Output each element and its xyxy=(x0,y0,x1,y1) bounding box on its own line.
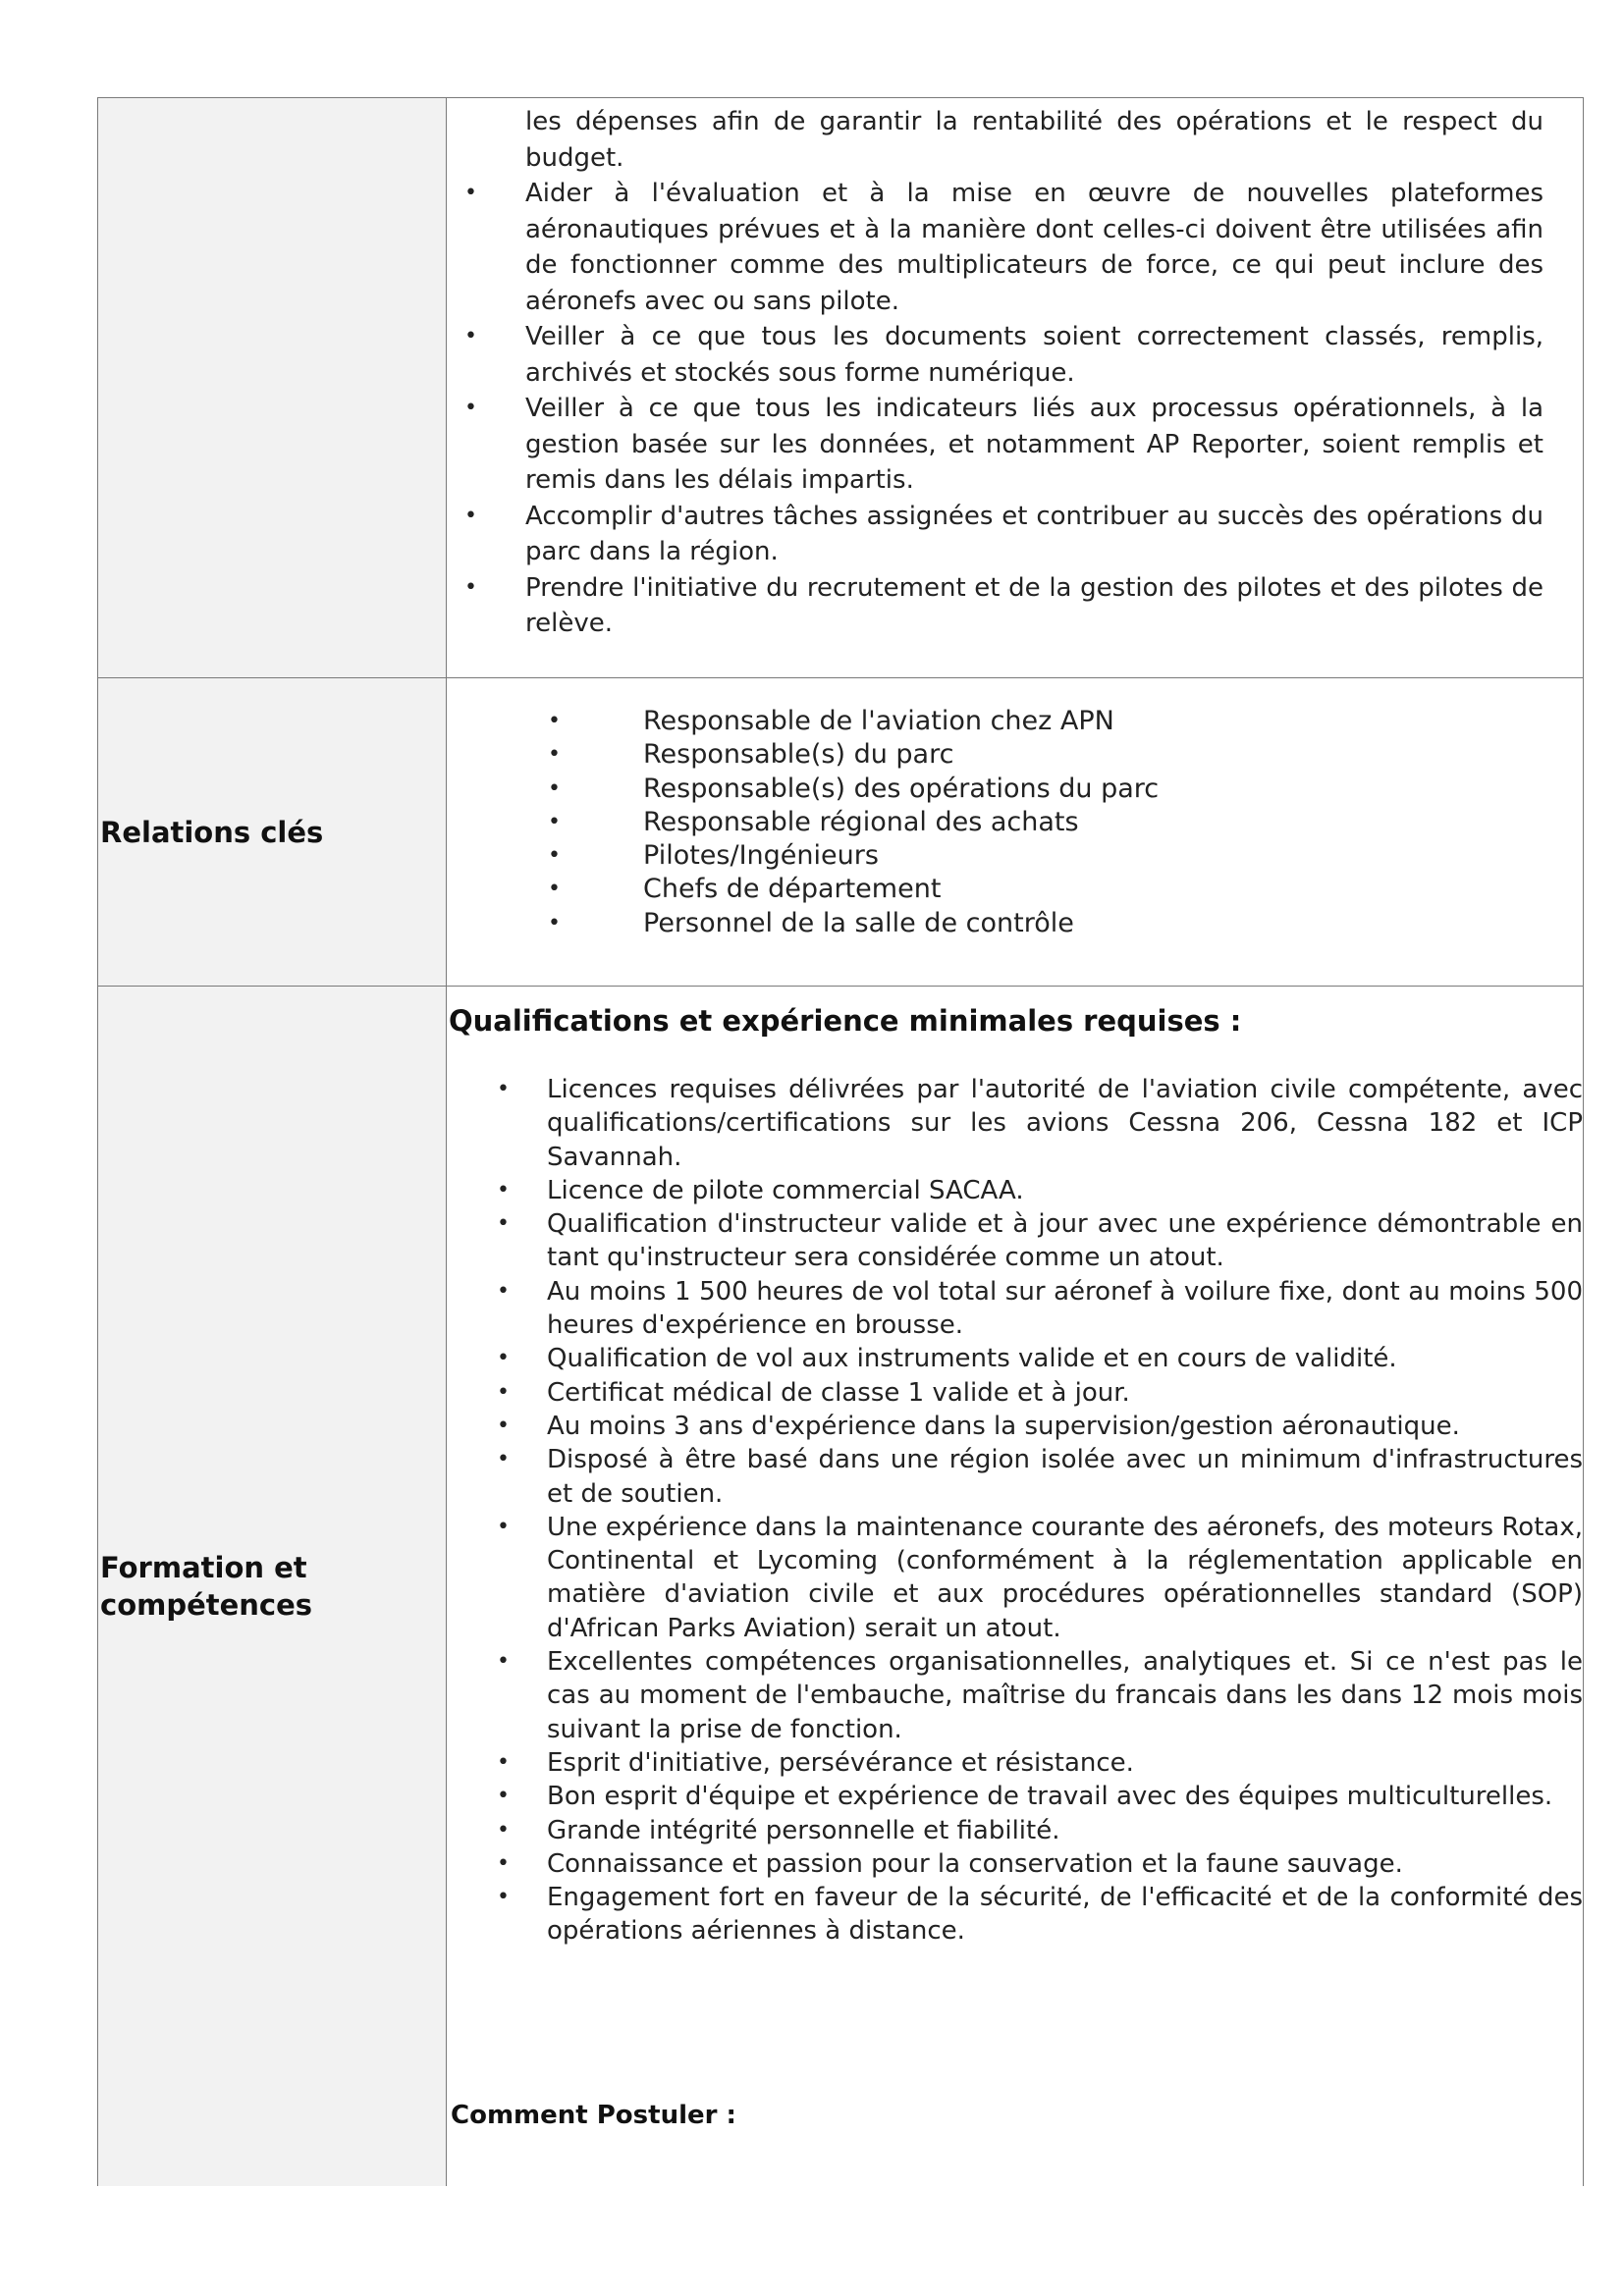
bullet-icon: • xyxy=(497,1514,510,1539)
list-item: • Bon esprit d'équipe et expérience de travail avec des équipes multiculturelles. xyxy=(447,1780,1583,1813)
formation-content-cell xyxy=(447,987,1584,2187)
duties-label-cell xyxy=(98,98,447,678)
list-item: • Licence de pilote commercial SACAA. xyxy=(447,1174,1583,1207)
bullet-icon: • xyxy=(497,1177,510,1202)
list-item: • Au moins 1 500 heures de vol total sur aéronef à voilure fixe, dont au moins 500 heures d'expérience en brousse. xyxy=(497,1276,1583,1341)
bullet-icon: • xyxy=(497,1413,510,1438)
bullet-icon: • xyxy=(464,396,477,420)
list-item: • Une expérience dans la maintenance courante des aéronefs, des moteurs Rotax, Continental et Lycoming (conformément à la réglementation applicable en matière d'aviation civile et aux procédures opérationnelles standard (SOP) d'African Parks Aviation) serait un atout. xyxy=(497,1512,1583,1643)
list-item: • Disposé à être basé dans une région isolée avec un minimum d'infrastructures et de soutien. xyxy=(497,1445,1583,1509)
list-item: • Responsable(s) des opérations du parc xyxy=(447,773,1583,806)
list-item: • Grande intégrité personnelle et fiabilité. xyxy=(447,1814,1583,1847)
list-item: • Responsable de l'aviation chez APN xyxy=(447,705,1583,738)
relations-row xyxy=(98,678,1584,987)
relations-list xyxy=(447,705,1583,940)
list-item: • Chefs de département xyxy=(447,873,1583,906)
list-item: • Qualification d'instructeur valide et à jour avec une expérience démontrable en tant qu'instructeur sera considérée comme un atout. xyxy=(497,1209,1583,1273)
bullet-icon: • xyxy=(548,910,561,935)
bullet-icon: • xyxy=(497,1749,510,1775)
list-item: • Prendre l'initiative du recrutement et de la gestion des pilotes et des pilotes de relève. xyxy=(447,570,1543,642)
bullet-icon: • xyxy=(497,1077,510,1101)
bullet-icon: • xyxy=(548,843,561,869)
relations-label: Relations clés xyxy=(98,678,447,987)
formation-label xyxy=(98,987,447,2187)
list-item: • Excellentes compétences organisationnelles, analytiques et. Si ce n'est pas le cas au moment de l'embauche, maîtrise du francais dans les dans 12 mois mois suivant la prise de fonction. xyxy=(497,1647,1583,1744)
bullet-icon: • xyxy=(497,1278,510,1304)
bullet-icon: • xyxy=(497,1850,510,1876)
duties-row xyxy=(98,98,1584,678)
bullet-icon: • xyxy=(548,809,561,834)
duties-content-cell xyxy=(447,98,1584,678)
bullet-icon: • xyxy=(548,709,561,733)
formation-label-line1: Formation et xyxy=(100,1551,307,1584)
duties-list xyxy=(447,104,1543,642)
bullet-icon: • xyxy=(548,742,561,768)
list-item: • Connaissance et passion pour la conservation et la faune sauvage. xyxy=(447,1847,1583,1881)
list-item: • Responsable(s) du parc xyxy=(447,738,1583,772)
bullet-icon: • xyxy=(497,1784,510,1809)
bullet-icon: • xyxy=(497,1211,510,1237)
list-item: • Pilotes/Ingénieurs xyxy=(447,839,1583,873)
bullet-icon: • xyxy=(497,1346,510,1371)
list-item: • Qualification de vol aux instruments valide et en cours de validité. xyxy=(447,1342,1583,1375)
bullet-icon: • xyxy=(497,1379,510,1405)
bullet-icon: • xyxy=(464,503,477,528)
bullet-icon: • xyxy=(497,1817,510,1842)
bullet-icon: • xyxy=(497,1447,510,1472)
bullet-icon: • xyxy=(548,775,561,801)
list-item: • Aider à l'évaluation et à la mise en œuvre de nouvelles plateformes aéronautiques prévues et à la manière dont celles-ci doivent être utilisées afin de fonctionner comme des multiplicateurs de force, ce qui peut inclure des aéronefs avec ou sans pilote. xyxy=(447,176,1543,319)
list-item: • Au moins 3 ans d'expérience dans la supervision/gestion aéronautique. xyxy=(447,1410,1583,1443)
bullet-icon: • xyxy=(497,1649,510,1675)
qualifications-heading: Qualifications et expérience minimales requises : xyxy=(449,1004,1242,1038)
list-item: • Licences requises délivrées par l'autorité de l'aviation civile compétente, avec qualifications/certifications sur les avions Cessna 206, Cessna 182 et ICP Savannah. xyxy=(497,1075,1583,1172)
formation-label-line2: compétences xyxy=(100,1588,313,1622)
list-item: • Engagement fort en faveur de la sécurité, de l'efficacité et de la conformité des opérations aériennes à distance. xyxy=(497,1883,1583,1947)
apply-heading: Comment Postuler : xyxy=(451,2100,736,2130)
job-description-table xyxy=(97,97,1584,2186)
list-item: • Accomplir d'autres tâches assignées et contribuer au succès des opérations du parc dans la région. xyxy=(447,499,1543,570)
bullet-icon: • xyxy=(464,181,477,205)
list-item: • Certificat médical de classe 1 valide et à jour. xyxy=(447,1376,1583,1410)
list-item: • Veiller à ce que tous les indicateurs liés aux processus opérationnels, à la gestion basée sur les données, et notamment AP Reporter, soient remplis et remis dans les délais impartis. xyxy=(447,391,1543,499)
qualifications-list xyxy=(447,1073,1583,1949)
bullet-icon: • xyxy=(464,324,477,348)
list-item: • Responsable régional des achats xyxy=(447,806,1583,839)
bullet-icon: • xyxy=(464,574,477,600)
bullet-icon: • xyxy=(497,1885,510,1910)
relations-content-cell xyxy=(447,678,1584,987)
formation-row xyxy=(98,987,1584,2187)
list-item: • Esprit d'initiative, persévérance et résistance. xyxy=(447,1746,1583,1780)
bullet-icon: • xyxy=(548,877,561,902)
duties-continuation-text: les dépenses afin de garantir la rentabilité des opérations et le respect du budget. xyxy=(525,107,1543,173)
list-item: • Personnel de la salle de contrôle xyxy=(447,907,1583,940)
list-item: • Veiller à ce que tous les documents soient correctement classés, remplis, archivés et stockés sous forme numérique. xyxy=(447,319,1543,391)
